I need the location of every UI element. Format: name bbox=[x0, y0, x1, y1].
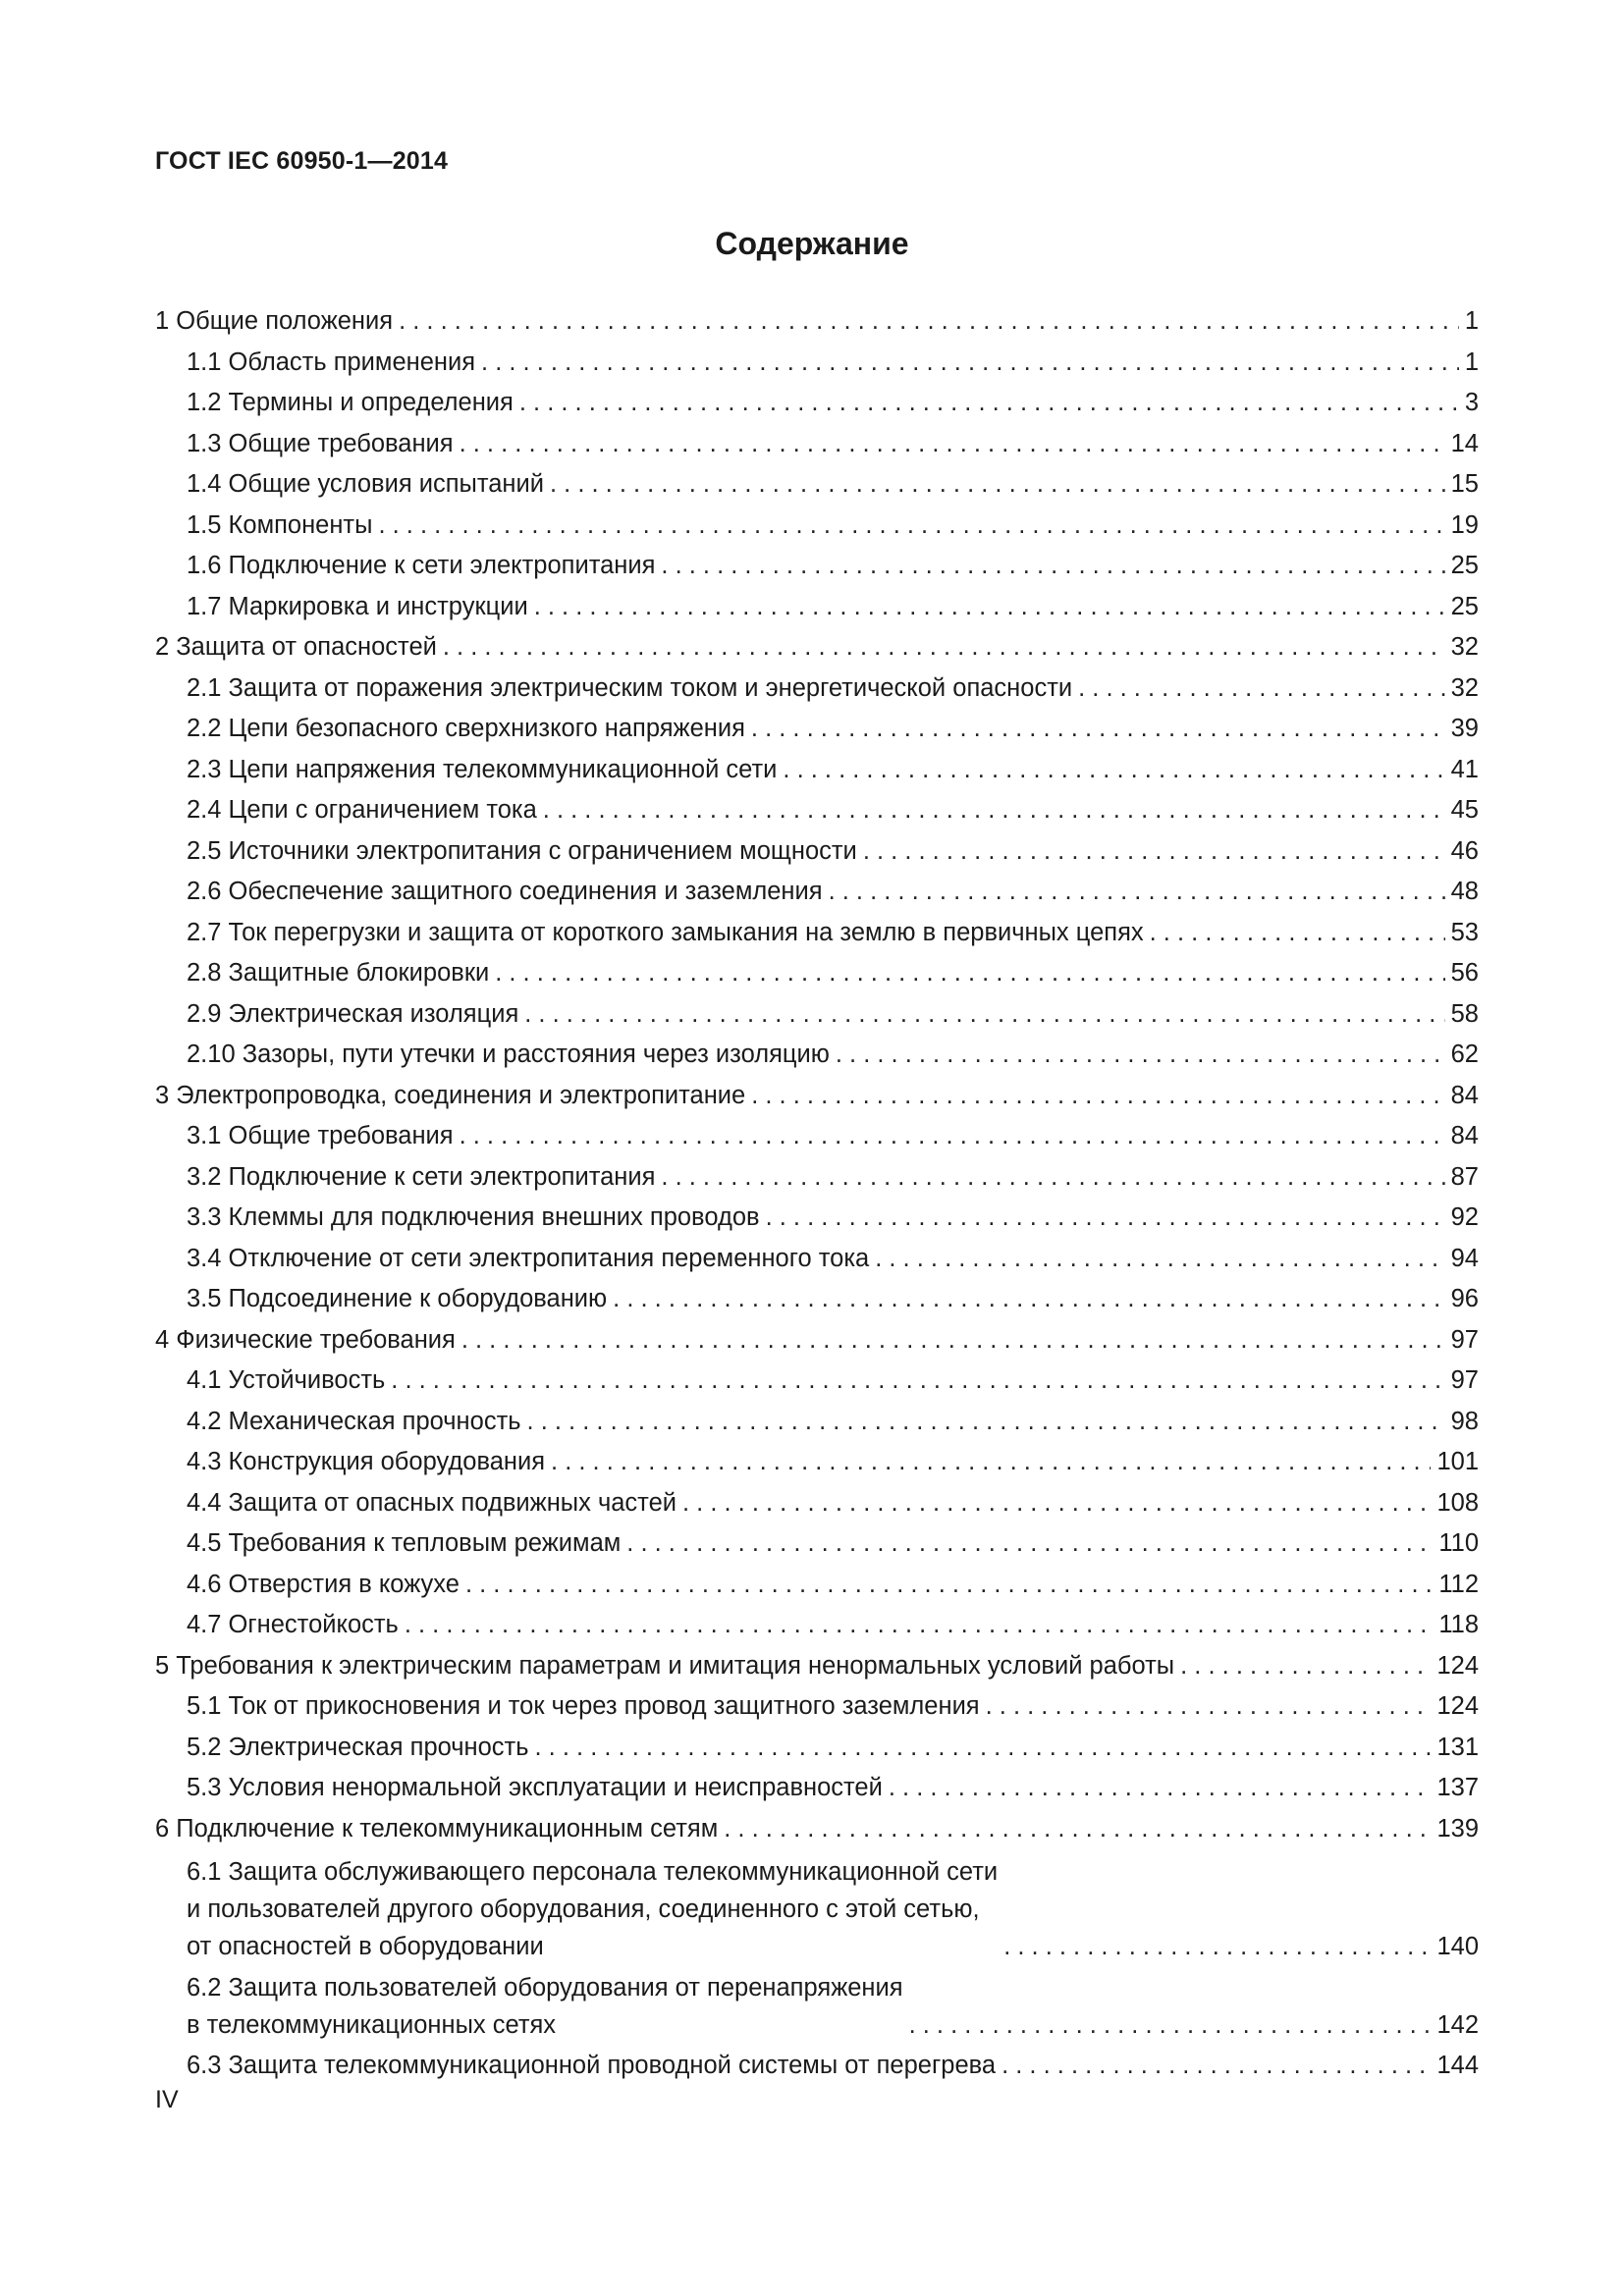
toc-entry-label: 4.1 Устойчивость bbox=[187, 1366, 386, 1394]
toc-dot-leader bbox=[519, 383, 1459, 424]
toc-entry-label: 2.10 Зазоры, пути утечки и расстояния через изоляцию bbox=[187, 1041, 830, 1068]
toc-entry-label: 4.7 Огнестойкость bbox=[187, 1611, 399, 1638]
toc-dot-leader bbox=[766, 1198, 1445, 1239]
toc-entry-subsection[interactable] bbox=[155, 1279, 1479, 1320]
toc-entry-section[interactable] bbox=[155, 627, 1479, 668]
toc-entry-page: 84 bbox=[1450, 1081, 1479, 1109]
toc-entry-subsection[interactable] bbox=[155, 1605, 1479, 1646]
toc-dot-leader bbox=[783, 750, 1444, 791]
toc-entry-page: 32 bbox=[1450, 633, 1479, 661]
toc-entry-label: 2.1 Защита от поражения электрическим током и энергетической опасности bbox=[187, 673, 1073, 702]
toc-entry-subsection[interactable] bbox=[155, 1239, 1479, 1280]
toc-entry-page: 1 bbox=[1464, 307, 1479, 335]
toc-entry-label: 6.1 Защита обслуживающего персонала телекоммуникационной сети и пользователей другого оборудования, соединенного с этой сетью, от опасностей в оборудовании bbox=[187, 1858, 999, 1960]
toc-entry-subsection[interactable] bbox=[155, 1483, 1479, 1524]
toc-dot-leader bbox=[550, 464, 1445, 506]
toc-entry-subsection[interactable] bbox=[155, 1198, 1479, 1239]
toc-entry-subsection[interactable] bbox=[155, 1402, 1479, 1443]
toc-entry-section[interactable] bbox=[155, 1809, 1479, 1850]
toc-entry-label: 4.2 Механическая прочность bbox=[187, 1407, 521, 1435]
toc-entry-page: 84 bbox=[1450, 1122, 1479, 1149]
toc-entry-page: 58 bbox=[1450, 999, 1479, 1028]
toc-entry-label: 1.5 Компоненты bbox=[187, 510, 373, 539]
toc-entry-subsection[interactable] bbox=[155, 506, 1479, 547]
toc-entry-label: 1.2 Термины и определения bbox=[187, 389, 514, 416]
toc-entry-page: 25 bbox=[1450, 552, 1479, 579]
toc-dot-leader bbox=[461, 1320, 1445, 1362]
toc-entry-subsection[interactable] bbox=[155, 1035, 1479, 1076]
toc-dot-leader bbox=[875, 1239, 1444, 1280]
toc-entry-label: 2 Защита от опасностей bbox=[155, 633, 437, 661]
toc-entry-subsection[interactable] bbox=[155, 1442, 1479, 1483]
toc-entry-label: 1.6 Подключение к сети электропитания bbox=[187, 552, 656, 579]
toc-entry-subsection[interactable] bbox=[155, 464, 1479, 506]
toc-entry-subsection[interactable] bbox=[155, 709, 1479, 750]
toc-entry-subsection[interactable] bbox=[155, 953, 1479, 994]
toc-entry-page: 48 bbox=[1450, 878, 1479, 905]
toc-entry-page: 94 bbox=[1450, 1244, 1479, 1272]
toc-dot-leader bbox=[661, 1157, 1444, 1199]
toc-entry-subsection[interactable] bbox=[155, 750, 1479, 791]
toc-dot-leader bbox=[543, 790, 1445, 831]
toc-entry-page: 97 bbox=[1450, 1366, 1479, 1394]
toc-dot-leader bbox=[626, 1523, 1433, 1565]
toc-entry-page: 1 bbox=[1464, 347, 1479, 376]
toc-dot-leader bbox=[751, 1076, 1444, 1117]
toc-entry-page: 112 bbox=[1438, 1570, 1479, 1598]
toc-entry-page: 98 bbox=[1450, 1407, 1479, 1435]
toc-dot-leader bbox=[661, 546, 1444, 587]
toc-entry-subsection[interactable] bbox=[155, 383, 1479, 424]
toc-dot-leader bbox=[551, 1442, 1431, 1483]
toc-dot-leader bbox=[836, 1035, 1445, 1076]
toc-dot-leader bbox=[399, 301, 1459, 343]
toc-entry-page: 96 bbox=[1450, 1285, 1479, 1312]
toc-dot-leader bbox=[829, 872, 1445, 913]
toc-entry-label: 2.5 Источники электропитания с ограничением мощности bbox=[187, 836, 857, 865]
toc-dot-leader bbox=[481, 343, 1459, 384]
toc-entry-subsection[interactable] bbox=[155, 913, 1479, 954]
toc-dot-leader bbox=[1150, 913, 1445, 954]
toc-entry-page: 87 bbox=[1450, 1162, 1479, 1191]
toc-entry-page: 137 bbox=[1436, 1774, 1479, 1801]
toc-entry-label: 2.6 Обеспечение защитного соединения и заземления bbox=[187, 878, 823, 905]
toc-entry-page: 124 bbox=[1436, 1651, 1479, 1680]
toc-dot-leader bbox=[465, 1565, 1433, 1606]
toc-entry-label: 4 Физические требования bbox=[155, 1325, 456, 1354]
toc-entry-label: 1.4 Общие условия испытаний bbox=[187, 470, 544, 498]
toc-dot-leader bbox=[527, 1402, 1445, 1443]
page-number: IV bbox=[155, 2086, 179, 2113]
toc-entry-page: 14 bbox=[1450, 429, 1479, 457]
toc-title: Содержание bbox=[715, 226, 909, 261]
toc-entry-label: 6 Подключение к телекоммуникационным сетям bbox=[155, 1814, 719, 1842]
toc-entry-label: 2.3 Цепи напряжения телекоммуникационной сети bbox=[187, 755, 778, 783]
toc-entry-page: 97 bbox=[1450, 1325, 1479, 1354]
toc-entry-page: 32 bbox=[1450, 673, 1479, 702]
toc-entry-subsection[interactable] bbox=[155, 1361, 1479, 1402]
toc-entry-label: 5.3 Условия ненормальной эксплуатации и неисправностей bbox=[187, 1774, 883, 1801]
toc-entry-page: 101 bbox=[1436, 1448, 1479, 1475]
toc-entry-subsection[interactable] bbox=[155, 994, 1479, 1036]
toc-entry-label: 3 Электропроводка, соединения и электропитание bbox=[155, 1081, 746, 1109]
toc-dot-leader bbox=[524, 994, 1444, 1036]
toc-entry-label: 4.6 Отверстия в кожухе bbox=[187, 1570, 460, 1598]
toc-entry-label: 6.2 Защита пользователей оборудования от перенапряжения в телекоммуникационных сетях bbox=[187, 1974, 903, 2039]
toc-entry-subsection[interactable] bbox=[155, 831, 1479, 873]
toc-entry-section[interactable] bbox=[155, 1320, 1479, 1362]
toc-entry-page: 39 bbox=[1450, 715, 1479, 742]
toc-dot-leader bbox=[495, 953, 1444, 994]
toc-dot-leader bbox=[751, 709, 1445, 750]
toc-entry-page: 144 bbox=[1436, 2052, 1479, 2079]
toc-dot-leader bbox=[1078, 668, 1445, 710]
toc-entry-page: 92 bbox=[1450, 1203, 1479, 1231]
toc-entry-subsection[interactable] bbox=[155, 343, 1479, 384]
toc-dot-leader bbox=[1001, 2046, 1431, 2087]
toc-entry-label: 1.7 Маркировка и инструкции bbox=[187, 592, 528, 620]
toc-entry-subsection[interactable] bbox=[155, 1157, 1479, 1199]
toc-entry-subsection[interactable] bbox=[155, 1849, 1479, 1965]
toc-entry-subsection[interactable] bbox=[155, 1686, 1479, 1728]
toc-entry-label: 3.1 Общие требования bbox=[187, 1122, 454, 1149]
toc-entry-section[interactable] bbox=[155, 1076, 1479, 1117]
toc-entry-page: 142 bbox=[1436, 2011, 1479, 2039]
toc-entry-section[interactable] bbox=[155, 301, 1479, 343]
toc-entry-subsection[interactable] bbox=[155, 872, 1479, 913]
toc-entry-subsection[interactable] bbox=[155, 1728, 1479, 1769]
toc-entry-label: 2.9 Электрическая изоляция bbox=[187, 999, 519, 1028]
toc-dot-leader bbox=[889, 1768, 1432, 1809]
toc-entry-page: 108 bbox=[1436, 1488, 1479, 1517]
toc-dot-leader bbox=[986, 1686, 1432, 1728]
toc-dot-leader bbox=[534, 587, 1445, 628]
document-id: ГОСТ IEC 60950-1—2014 bbox=[155, 147, 449, 175]
toc-entry-page: 15 bbox=[1450, 470, 1479, 498]
toc-entry-subsection[interactable] bbox=[155, 1965, 1479, 2046]
toc-entry-page: 19 bbox=[1450, 510, 1479, 539]
toc-entry-label: 6.3 Защита телекоммуникационной проводной системы от перегрева bbox=[187, 2052, 997, 2079]
toc-entry-page: 56 bbox=[1450, 959, 1479, 987]
toc-entry-page: 41 bbox=[1450, 755, 1479, 783]
toc-dot-leader bbox=[682, 1483, 1431, 1524]
toc-entry-page: 46 bbox=[1450, 836, 1479, 865]
toc-entry-page: 140 bbox=[1436, 1933, 1479, 1960]
toc-entry-label: 3.2 Подключение к сети электропитания bbox=[187, 1162, 656, 1191]
toc-dot-leader bbox=[1003, 1928, 1431, 1965]
toc-entry-label: 5 Требования к электрическим параметрам и имитация ненормальных условий работы bbox=[155, 1651, 1175, 1680]
toc-dot-leader bbox=[535, 1728, 1432, 1769]
toc-entry-label: 2.8 Защитные блокировки bbox=[187, 959, 490, 987]
toc-entry-page: 53 bbox=[1450, 918, 1479, 946]
toc-entry-subsection[interactable] bbox=[155, 546, 1479, 587]
toc-entry-label: 3.3 Клеммы для подключения внешних проводов bbox=[187, 1203, 760, 1231]
toc-entry-page: 124 bbox=[1436, 1692, 1479, 1720]
toc-entry-page: 118 bbox=[1438, 1611, 1479, 1638]
toc-dot-leader bbox=[1180, 1646, 1431, 1687]
toc-entry-page: 131 bbox=[1436, 1733, 1479, 1761]
toc-entry-page: 110 bbox=[1438, 1529, 1479, 1557]
toc-dot-leader bbox=[405, 1605, 1434, 1646]
toc-entry-label: 4.5 Требования к тепловым режимам bbox=[187, 1529, 622, 1557]
table-of-contents bbox=[155, 301, 1479, 2087]
toc-entry-subsection[interactable] bbox=[155, 1768, 1479, 1809]
toc-entry-label: 2.4 Цепи с ограничением тока bbox=[187, 796, 537, 824]
toc-dot-leader bbox=[724, 1809, 1431, 1850]
toc-dot-leader bbox=[909, 2006, 1432, 2044]
toc-entry-subsection[interactable] bbox=[155, 1523, 1479, 1565]
toc-entry-label: 4.3 Конструкция оборудования bbox=[187, 1448, 546, 1475]
toc-entry-subsection[interactable] bbox=[155, 1565, 1479, 1606]
toc-entry-page: 45 bbox=[1450, 796, 1479, 824]
toc-entry-label: 1.3 Общие требования bbox=[187, 429, 454, 457]
toc-entry-page: 139 bbox=[1436, 1814, 1479, 1842]
toc-entry-label: 2.7 Ток перегрузки и защита от короткого замыкания на землю в первичных цепях bbox=[187, 918, 1144, 946]
toc-dot-leader bbox=[863, 831, 1445, 873]
toc-entry-page: 62 bbox=[1450, 1041, 1479, 1068]
toc-dot-leader bbox=[613, 1279, 1444, 1320]
toc-entry-subsection[interactable] bbox=[155, 668, 1479, 710]
toc-entry-subsection[interactable] bbox=[155, 1116, 1479, 1157]
toc-entry-subsection[interactable] bbox=[155, 587, 1479, 628]
toc-entry-label: 5.2 Электрическая прочность bbox=[187, 1733, 529, 1761]
toc-entry-page: 25 bbox=[1450, 592, 1479, 620]
toc-entry-label: 4.4 Защита от опасных подвижных частей bbox=[187, 1488, 677, 1517]
toc-entry-label: 3.4 Отключение от сети электропитания переменного тока bbox=[187, 1244, 870, 1272]
toc-entry-label: 1 Общие положения bbox=[155, 307, 394, 335]
toc-entry-subsection[interactable] bbox=[155, 790, 1479, 831]
toc-entry-section[interactable] bbox=[155, 1646, 1479, 1687]
toc-dot-leader bbox=[378, 506, 1444, 547]
toc-dot-leader bbox=[391, 1361, 1444, 1402]
toc-entry-subsection[interactable] bbox=[155, 424, 1479, 465]
toc-entry-label: 5.1 Ток от прикосновения и ток через провод защитного заземления bbox=[187, 1692, 980, 1720]
toc-entry-label: 2.2 Цепи безопасного сверхнизкого напряжения bbox=[187, 715, 745, 742]
toc-dot-leader bbox=[460, 424, 1445, 465]
toc-dot-leader bbox=[443, 627, 1445, 668]
toc-dot-leader bbox=[460, 1116, 1445, 1157]
toc-entry-subsection[interactable] bbox=[155, 2046, 1479, 2087]
toc-entry-label: 3.5 Подсоединение к оборудованию bbox=[187, 1285, 608, 1312]
toc-entry-label: 1.1 Область применения bbox=[187, 347, 476, 376]
toc-entry-page: 3 bbox=[1464, 389, 1479, 416]
